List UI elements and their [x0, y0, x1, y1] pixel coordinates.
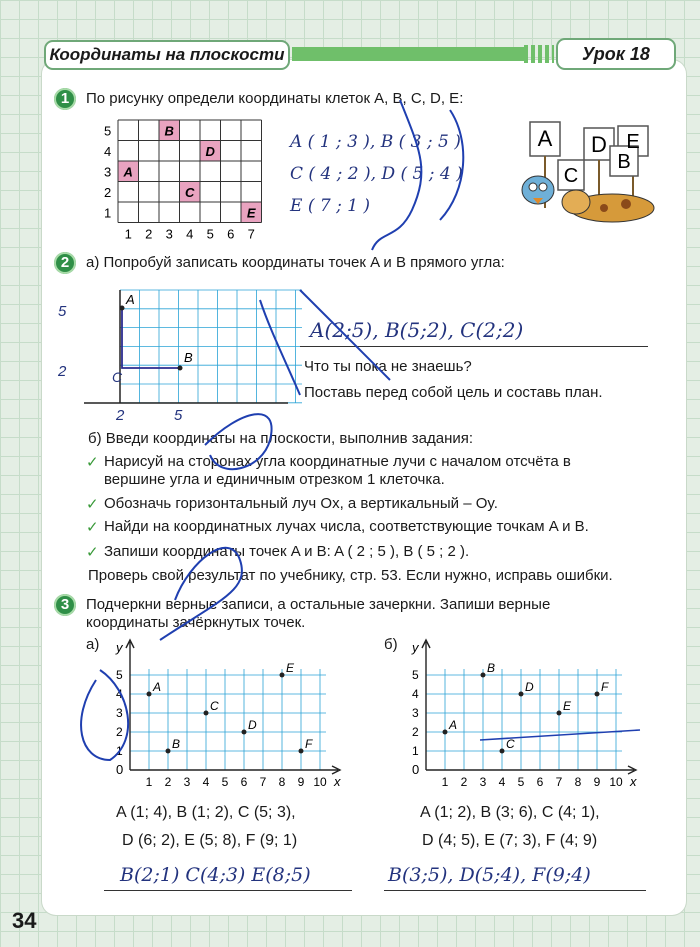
part-b-label: б) [384, 636, 398, 653]
check-icon: ✓ [86, 454, 99, 471]
point-marker [595, 692, 600, 697]
coordinate-plane-b [396, 638, 646, 794]
row-label: 5 [104, 123, 112, 139]
x-tick-label: 9 [297, 775, 305, 789]
y-tick-label: 2 [412, 725, 419, 739]
right-angle-figure [52, 282, 302, 424]
item-1-line-1: Нарисуй на сторонах угла координатные лучи с началом отсчёта в [104, 453, 571, 470]
y-tick-label: 1 [412, 744, 419, 758]
x-tick-label: 6 [536, 775, 544, 789]
col-label: 4 [186, 226, 194, 242]
point-label: D [248, 718, 257, 732]
hand-label-c: C [112, 369, 123, 385]
x-tick-label: 4 [498, 775, 506, 789]
point-a-label: A [126, 292, 135, 307]
y-tick-label: 5 [116, 668, 123, 682]
col-label: 5 [206, 226, 214, 242]
task-1-number: 1 [54, 88, 76, 110]
y-tick-label: 3 [116, 706, 123, 720]
question-unknown: Что ты пока не знаешь? [304, 358, 472, 375]
task-3-text-line-2: координаты зачёркнутых точек. [86, 614, 306, 631]
part-b-options-row-2: D (4; 5), E (7; 3), F (4; 9) [422, 832, 598, 849]
point-label: F [305, 737, 313, 751]
point-marker [166, 749, 171, 754]
point-marker [519, 692, 524, 697]
point-label: E [563, 699, 572, 713]
x-tick-label: 3 [183, 775, 191, 789]
check-instruction: Проверь свой результат по учебнику, стр. 53. Если нужно, исправь ошибки. [88, 567, 613, 584]
item-2: Обозначь горизонтальный луч Ox, а вертикальный – Oy. [104, 495, 498, 512]
col-label: 2 [145, 226, 153, 242]
sign-letter: B [617, 151, 631, 173]
item-1-line-2: вершине угла и единичным отрезком 1 клеточка. [104, 471, 445, 488]
y-tick-label: 4 [116, 687, 123, 701]
y-tick-label: 1 [116, 744, 123, 758]
page-number: 34 [12, 908, 37, 933]
col-label: 1 [124, 226, 132, 242]
x-tick-label: 10 [313, 775, 327, 789]
col-label: 3 [165, 226, 173, 242]
y-tick-label: 2 [116, 725, 123, 739]
point-label: F [601, 680, 609, 694]
task-1-answer-line-1: A ( 1 ; 3 ), B ( 3 ; 5 ) [290, 132, 461, 152]
answer-line [300, 346, 648, 347]
hand-tick-x5: 5 [174, 407, 183, 424]
task-3-text-line-1: Подчеркни верные записи, а остальные зачеркни. Запиши верные [86, 596, 551, 613]
sign-letter: E [626, 131, 640, 153]
check-icon: ✓ [86, 544, 99, 561]
point-marker [280, 673, 285, 678]
check-icon: ✓ [86, 496, 99, 513]
y-tick-label: 3 [412, 706, 419, 720]
hand-tick-y5: 5 [58, 303, 67, 320]
point-marker [299, 749, 304, 754]
row-label: 1 [104, 205, 112, 221]
part-a-options-row-2: D (6; 2), E (5; 8), F (9; 1) [122, 832, 298, 849]
col-label: 7 [247, 226, 255, 242]
part-a-label: а) [86, 636, 100, 653]
point-label: C [506, 737, 515, 751]
cell-label: A [123, 164, 133, 180]
point-label: E [286, 661, 295, 675]
part-a-options-row-1: A (1; 4), B (1; 2), C (5; 3), [116, 804, 296, 821]
origin-label: 0 [116, 762, 124, 777]
x-tick-label: 5 [221, 775, 229, 789]
point-marker [242, 730, 247, 735]
part-a-handwritten-answer: B(2;1) C(4;3) E(8;5) [120, 864, 311, 886]
y-axis-label: y [116, 640, 123, 655]
point-label: A [449, 718, 458, 732]
x-tick-label: 2 [460, 775, 468, 789]
col-label: 6 [227, 226, 235, 242]
point-marker [204, 711, 209, 716]
sign-letter: D [591, 132, 607, 157]
x-axis-label: x [630, 774, 637, 789]
part-b-handwritten-answer: B(3;5), D(5;4), F(9;4) [388, 864, 591, 886]
part-b-options-row-1: A (1; 2), B (3; 6), C (4; 1), [420, 804, 600, 821]
task-2-number: 2 [54, 252, 76, 274]
item-4: Запиши координаты точек A и B: A ( 2 ; 5 ), B ( 5 ; 2 ). [104, 543, 470, 560]
x-tick-label: 7 [259, 775, 267, 789]
task-1-text: По рисунку определи координаты клеток A, B, C, D, E: [86, 90, 464, 107]
check-icon: ✓ [86, 519, 99, 536]
point-marker [147, 692, 152, 697]
point-label: B [172, 737, 181, 751]
cell-label: E [246, 205, 256, 221]
header-stripes [524, 45, 554, 63]
x-tick-label: 4 [202, 775, 210, 789]
topic-title: Координаты на плоскости [44, 40, 290, 70]
y-tick-label: 5 [412, 668, 419, 682]
hand-tick-x2: 2 [116, 407, 125, 424]
task-1-cell-grid [96, 118, 266, 244]
point-marker [557, 711, 562, 716]
answer-line [104, 890, 352, 891]
x-tick-label: 3 [479, 775, 487, 789]
question-goal: Поставь перед собой цель и составь план. [304, 384, 603, 401]
sign-letter: A [537, 126, 553, 151]
cell-label: D [205, 143, 215, 159]
task-2-handwritten-answer: A(2;5), B(5;2), C(2;2) [310, 318, 524, 342]
point-label: A [153, 680, 162, 694]
point-label: C [210, 699, 219, 713]
point-marker [500, 749, 505, 754]
cell-label: B [164, 123, 174, 139]
answer-line [384, 890, 646, 891]
point-label: D [525, 680, 534, 694]
hand-tick-y2: 2 [58, 363, 67, 380]
row-label: 3 [104, 164, 112, 180]
y-tick-label: 4 [412, 687, 419, 701]
x-tick-label: 10 [609, 775, 623, 789]
coordinate-plane-a [100, 638, 350, 794]
origin-label: 0 [412, 762, 420, 777]
row-label: 4 [104, 143, 112, 159]
x-tick-label: 1 [441, 775, 449, 789]
y-axis-label: y [412, 640, 419, 655]
task-2-text-a: а) Попробуй записать координаты точек A и B прямого угла: [86, 254, 505, 271]
task-1-answer-line-3: E ( 7 ; 1 ) [290, 196, 371, 216]
point-marker [443, 730, 448, 735]
animals-with-signs-illustration [500, 108, 670, 236]
x-tick-label: 8 [574, 775, 582, 789]
x-tick-label: 6 [240, 775, 248, 789]
point-marker [481, 673, 486, 678]
task-3-number: 3 [54, 594, 76, 616]
x-tick-label: 2 [164, 775, 172, 789]
x-tick-label: 7 [555, 775, 563, 789]
cell-label: C [185, 184, 195, 200]
point-b-label: B [184, 350, 193, 365]
x-tick-label: 5 [517, 775, 525, 789]
task-2-text-b: б) Введи координаты на плоскости, выполнив задания: [88, 430, 474, 447]
point-label: B [487, 661, 496, 675]
row-label: 2 [104, 184, 112, 200]
item-3: Найди на координатных лучах числа, соответствующие точкам A и B. [104, 518, 589, 535]
sign-letter: C [563, 165, 579, 187]
x-tick-label: 9 [593, 775, 601, 789]
task-1-answer-line-2: C ( 4 ; 2 ), D ( 5 ; 4 ) [290, 164, 463, 184]
x-tick-label: 1 [145, 775, 153, 789]
x-tick-label: 8 [278, 775, 286, 789]
lesson-label: Урок 18 [556, 38, 676, 70]
x-axis-label: x [334, 774, 341, 789]
header-bar [292, 47, 524, 61]
